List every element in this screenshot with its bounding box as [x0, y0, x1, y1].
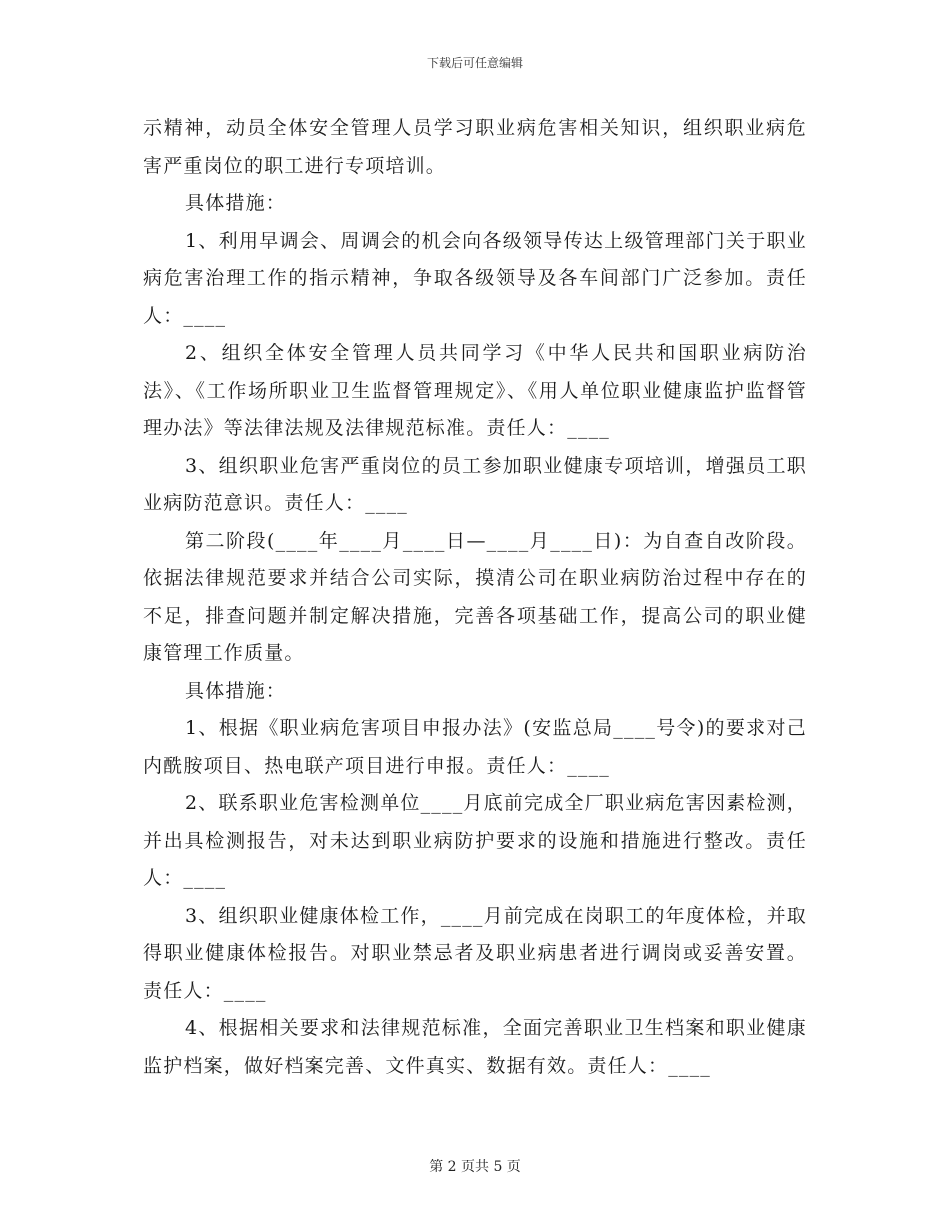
page-number: 第 2 页共 5 页	[429, 1159, 521, 1175]
paragraph: 第二阶段(____年____月____日—____月____日)：为自查自改阶段。依据法律规范要求并结合公司实际，摸清公司在职业病防治过程中存在的不足，排查问题并制定解决措施，完善各项基础工作，提高公司的职业健康管理工作质量。	[143, 529, 807, 664]
paragraph: 3、组织职业危害严重岗位的员工参加职业健康专项培训，增强员工职业病防范意识。责任人：____	[143, 454, 807, 514]
paragraph: 4、根据相关要求和法律规范标准，全面完善职业卫生档案和职业健康监护档案，做好档案完善、文件真实、数据有效。责任人：____	[143, 1017, 807, 1077]
document-body	[143, 110, 807, 1085]
paragraph: 2、联系职业危害检测单位____月底前完成全厂职业病危害因素检测，并出具检测报告，对未达到职业病防护要求的设施和措施进行整改。责任人：____	[143, 792, 807, 889]
paragraph: 1、利用早调会、周调会的机会向各级领导传达上级管理部门关于职业病危害治理工作的指示精神，争取各级领导及各车间部门广泛参加。责任人：____	[143, 229, 807, 327]
paragraph: 具体措施：	[185, 679, 287, 702]
paragraph: 2、组织全体安全管理人员共同学习《中华人民共和国职业病防治法》、《工作场所职业卫生监督管理规定》、《用人单位职业健康监护监督管理办法》等法律法规及法律规范标准。责任人：____	[143, 342, 807, 439]
page-header: 下载后可任意编辑	[426, 56, 523, 70]
paragraph: 1、根据《职业病危害项目申报办法》(安监总局____号令)的要求对己内酰胺项目、热电联产项目进行申报。责任人：____	[143, 717, 807, 777]
paragraph: 示精神，动员全体安全管理人员学习职业病危害相关知识，组织职业病危害严重岗位的职工进行专项培训。	[143, 117, 807, 177]
paragraph: 具体措施：	[185, 192, 287, 214]
paragraph: 3、组织职业健康体检工作，____月前完成在岗职工的年度体检，并取得职业健康体检报告。对职业禁忌者及职业病患者进行调岗或妥善安置。责任人：____	[143, 904, 807, 1002]
